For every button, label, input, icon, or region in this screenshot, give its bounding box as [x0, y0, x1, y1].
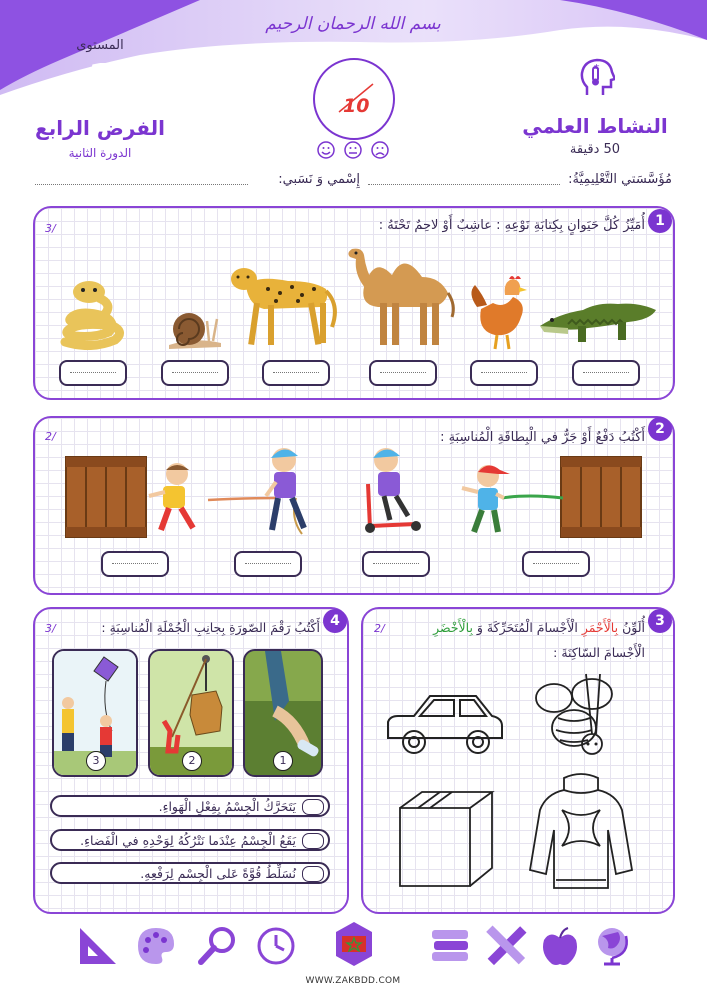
palette-icon	[134, 924, 178, 968]
q4-sentence-1	[50, 795, 330, 817]
question-4-score: /3	[45, 622, 56, 635]
session-label: الدورة الثانية	[68, 146, 132, 160]
q1-answer-box-rooster[interactable]	[470, 360, 538, 386]
question-2-score: /2	[45, 430, 56, 443]
duration: 50 دقيقة	[569, 142, 621, 157]
basmala: بسم الله الرحمان الرحيم	[265, 14, 441, 34]
rooster-image	[467, 273, 531, 351]
q4-sentence-3-text: نُسَلِّطُ قُوَّةً عَلى الْجِسْمِ لِرَفْعِهِ.	[140, 865, 296, 881]
q4-sentence-1-answer-box[interactable]	[302, 799, 324, 815]
q4-sentence-3	[50, 862, 330, 884]
q2-answer-box-3[interactable]	[234, 551, 302, 577]
q4-picture-1-number: 1	[273, 751, 293, 771]
q2-answer-box-2[interactable]	[362, 551, 430, 577]
girl-pulling-rope-image	[206, 440, 331, 540]
score-circle	[313, 58, 395, 140]
total-score: 10	[343, 95, 370, 117]
bee-image	[530, 672, 620, 757]
q4-sentence-2-text: يَقَعُ الْجِسْمُ عِنْدَما نَتْرُكُهُ لِوَحْدِهِ في الْفَضاءِ.	[80, 832, 296, 848]
question-2-text: أَكْتُبُ دَفْعٌ أَوْ جَرٌّ في الْبِطاقَةِ الْمُناسِبَةِ :	[440, 430, 645, 445]
name-field[interactable]	[35, 184, 248, 185]
q3-text-middle: الْأَجْسامَ الْمُتَحَرِّكَةَ وَ	[472, 620, 582, 635]
q1-answer-box-camel[interactable]	[369, 360, 437, 386]
crocodile-image	[538, 276, 658, 348]
q2-answer-box-4[interactable]	[101, 551, 169, 577]
q4-sentence-2-answer-box[interactable]	[302, 833, 324, 849]
q4-picture-3-number: 3	[86, 751, 106, 771]
q2-answer-box-1[interactable]	[522, 551, 590, 577]
morocco-emblem-icon	[330, 920, 378, 968]
q4-picture-2	[148, 649, 234, 777]
snake-image	[55, 276, 127, 350]
question-1-number: 1	[648, 209, 672, 233]
snail-image	[165, 305, 225, 350]
globe-icon	[592, 924, 636, 968]
institution-field[interactable]	[368, 184, 560, 185]
q1-answer-box-cheetah[interactable]	[262, 360, 330, 386]
subject-icon	[579, 57, 615, 97]
svg-text:±: ±	[593, 62, 600, 71]
cheetah-image	[228, 255, 340, 350]
magnifier-icon	[196, 924, 240, 968]
question-3-number: 3	[648, 609, 672, 633]
question-4-text: أَكْتُبُ رَقْمَ الصّورَةِ بِجانِبِ الْجُمْلَةِ الْمُناسِبَةِ :	[101, 620, 320, 635]
box-image	[396, 790, 496, 890]
apple-icon	[538, 924, 582, 968]
question-1-score: /3	[45, 222, 56, 235]
q1-answer-box-crocodile[interactable]	[572, 360, 640, 386]
q1-answer-box-snail[interactable]	[161, 360, 229, 386]
q4-picture-1	[243, 649, 323, 777]
sweater-image	[526, 770, 636, 895]
exam-title: الفرض الرابع	[35, 116, 165, 140]
ruler-pencil-icon	[484, 924, 528, 968]
footer-website[interactable]: WWW.ZAKBDD.COM	[305, 976, 401, 986]
question-1-text: أُمَيِّزُ كُلَّ حَيَوانٍ بِكِتابَةِ نَوْعِهِ : عاشِبٌ أَوْ لاحِمٌ تَحْتَهُ :	[378, 218, 645, 233]
q4-picture-3	[52, 649, 138, 777]
institution-label: مُؤَسَّسَتي التَّعْلِيمِيَّةُ:	[568, 172, 672, 187]
question-2-number: 2	[648, 417, 672, 441]
smiley-faces	[316, 139, 391, 161]
car-image	[384, 690, 506, 760]
books-icon	[428, 924, 472, 968]
name-label: إِسْمي وَ نَسَبي:	[278, 172, 360, 187]
camel-image	[344, 245, 459, 350]
q4-picture-2-number: 2	[182, 751, 202, 771]
level-number: 1	[84, 55, 116, 106]
q4-sentence-3-answer-box[interactable]	[302, 866, 324, 882]
q4-sentence-2	[50, 829, 330, 851]
q3-text-red: بِالْأَحْمَرِ	[581, 620, 619, 635]
triangle-ruler-icon	[76, 924, 120, 968]
question-3-text-line2: الْأَجْسامَ السّاكِنَةَ :	[553, 645, 645, 660]
q3-text-prefix: أُلَوِّنُ	[618, 620, 645, 635]
subject-title: النشاط العلمي	[522, 114, 668, 138]
q1-answer-box-snake[interactable]	[59, 360, 127, 386]
question-3-text	[433, 620, 645, 635]
boy-on-scooter-image	[360, 440, 432, 536]
question-3-score: /2	[374, 622, 385, 635]
clock-icon	[254, 924, 298, 968]
q3-text-green: بِالْأَخْضَرِ	[433, 620, 473, 635]
level-label: المستوى	[76, 38, 124, 53]
boy-pulling-crate-image	[448, 458, 563, 538]
crate-image	[560, 456, 642, 538]
question-4-number: 4	[323, 609, 347, 633]
q4-sentence-1-text: يَتَحَرَّكُ الْجِسْمُ بِفِعْلِ الْهَواءِ.	[158, 798, 296, 814]
boy-pushing-crate-image	[65, 456, 205, 538]
